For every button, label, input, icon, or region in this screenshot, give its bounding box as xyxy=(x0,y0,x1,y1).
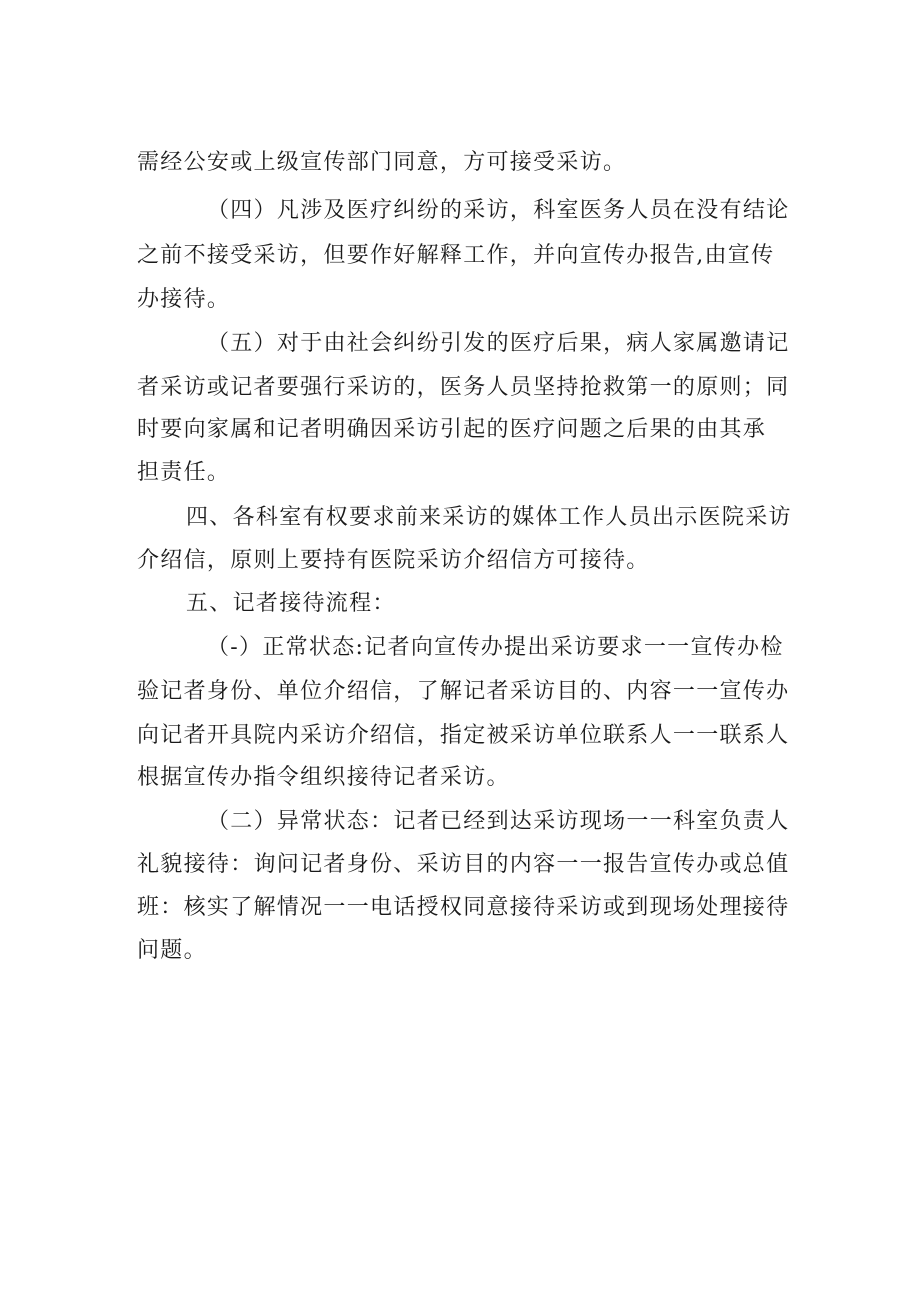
text-line xyxy=(0,931,920,971)
text-line-content: 五、记者接待流程： xyxy=(186,591,396,616)
text-line-content: 者采访或记者要强行采访的，医务人员坚持抢救第一的原则；同 xyxy=(137,375,790,400)
text-line-content: 向记者开具院内采访介绍信，指定被采访单位联系人一一联系人 xyxy=(137,723,790,748)
text-line xyxy=(0,453,920,493)
text-line xyxy=(0,498,920,538)
text-line-content: （四）凡涉及医疗纠纷的采访，科室医务人员在没有结论 xyxy=(207,198,790,223)
text-line xyxy=(0,758,920,798)
text-line xyxy=(0,280,920,320)
text-line xyxy=(0,368,920,408)
text-line-content: 四、各科室有权要求前来采访的媒体工作人员出示医院采访 xyxy=(186,505,792,530)
text-line xyxy=(0,845,920,885)
text-line-content: 根据宣传办指令组织接待记者采访。 xyxy=(137,765,510,790)
text-line xyxy=(0,541,920,581)
text-line-content: 需经公安或上级宣传部门同意，方可接受采访。 xyxy=(137,150,627,175)
text-line xyxy=(0,716,920,756)
text-line-content: 礼貌接待：询问记者身份、采访目的内容一一报告宣传办或总值 xyxy=(137,852,790,877)
text-line xyxy=(0,672,920,712)
text-line xyxy=(0,191,920,231)
text-line-content: （二）异常状态：记者已经到达采访现场一一科室负责人 xyxy=(207,809,790,834)
text-line xyxy=(0,236,920,276)
text-line xyxy=(0,143,920,183)
text-line-content: 办接待。 xyxy=(137,287,231,312)
text-line-content: 问题。 xyxy=(137,938,207,963)
text-line xyxy=(0,888,920,928)
text-line xyxy=(0,410,920,450)
text-line-content: 之前不接受采访，但要作好解释工作，并向宣传办报告,由宣传 xyxy=(137,243,775,268)
text-line-content: 时要向家属和记者明确因采访引起的医疗问题之后果的由其承 xyxy=(137,417,767,442)
text-line-content: 介绍信，原则上要持有医院采访介绍信方可接待。 xyxy=(137,548,650,573)
text-line-content: 班：核实了解情况一一电话授权同意接待采访或到现场处理接待 xyxy=(137,895,790,920)
text-line-content: 验记者身份、单位介绍信，了解记者采访目的、内容一一宣传办 xyxy=(137,679,790,704)
text-line-content: （五）对于由社会纠纷引发的医疗后果，病人家属邀请记 xyxy=(207,331,790,356)
text-line-content: 担责任。 xyxy=(137,460,231,485)
text-line xyxy=(0,584,920,624)
text-line xyxy=(0,324,920,364)
text-line xyxy=(0,802,920,842)
text-line xyxy=(0,628,920,668)
text-line-content: （-）正常状态:记者向宣传办提出采访要求一一宣传办检 xyxy=(207,635,784,660)
